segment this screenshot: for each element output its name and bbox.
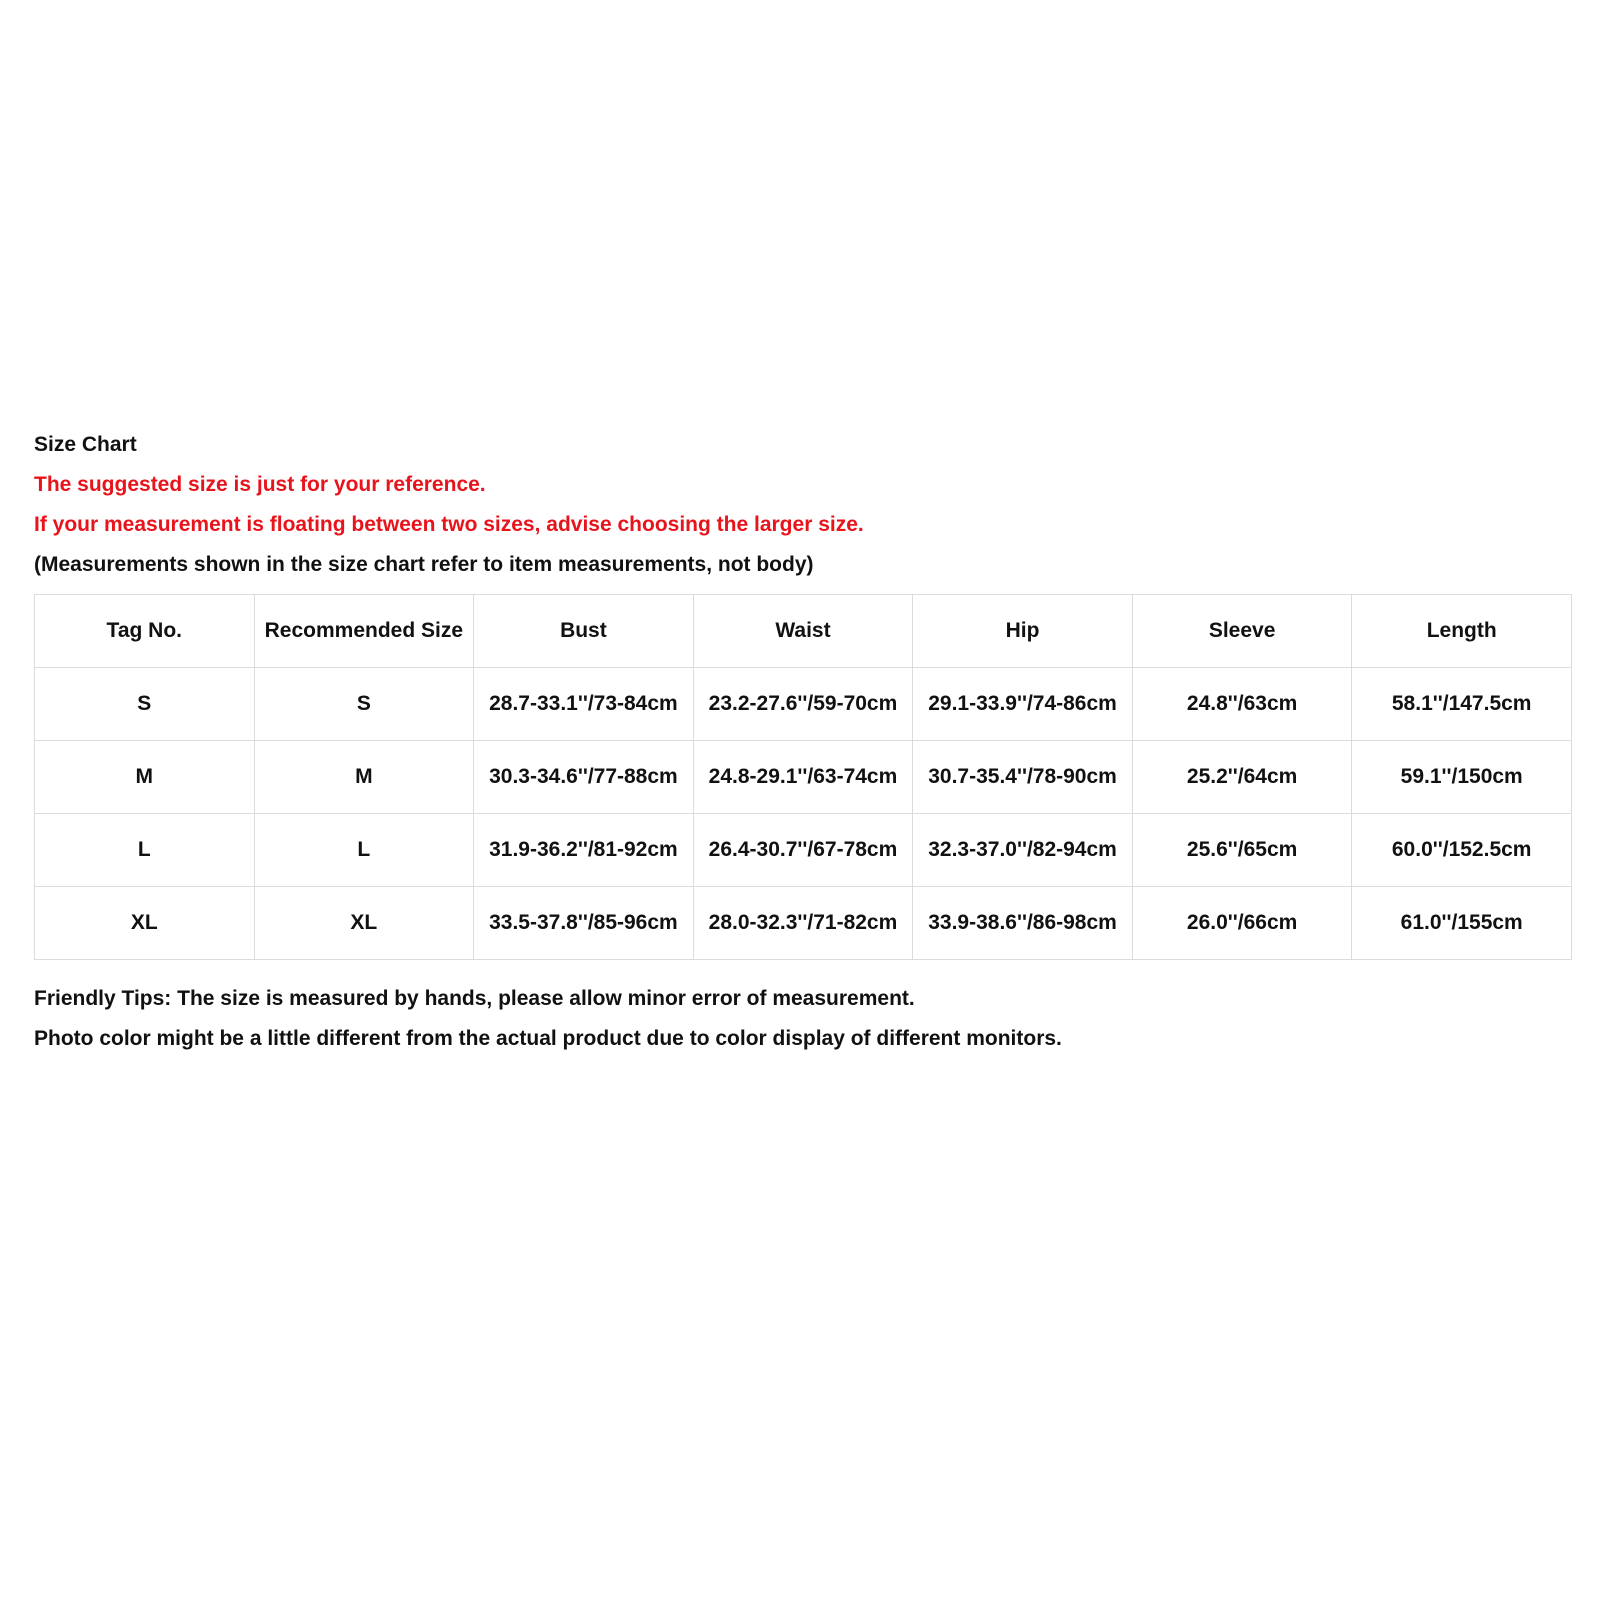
table-cell: 58.1''/147.5cm <box>1352 668 1572 741</box>
size-table <box>34 594 1572 960</box>
table-row <box>35 668 1572 741</box>
table-cell: 59.1''/150cm <box>1352 741 1572 814</box>
size-chart-title: Size Chart <box>34 433 137 456</box>
table-cell: 26.4-30.7''/67-78cm <box>693 814 913 887</box>
larger-size-note: If your measurement is floating between two sizes, advise choosing the larger size. <box>34 513 864 536</box>
table-cell: 33.5-37.8''/85-96cm <box>474 887 694 960</box>
table-cell: 30.7-35.4''/78-90cm <box>913 741 1133 814</box>
table-cell: M <box>254 741 474 814</box>
column-header: Bust <box>474 595 694 668</box>
table-cell: S <box>35 668 255 741</box>
column-header: Waist <box>693 595 913 668</box>
table-cell: M <box>35 741 255 814</box>
table-cell: 32.3-37.0''/82-94cm <box>913 814 1133 887</box>
table-cell: 31.9-36.2''/81-92cm <box>474 814 694 887</box>
table-header-row <box>35 595 1572 668</box>
table-cell: XL <box>254 887 474 960</box>
table-cell: L <box>35 814 255 887</box>
photo-color-note: Photo color might be a little different from the actual product due to color display of different monitors. <box>34 1027 1062 1050</box>
friendly-tips: Friendly Tips: The size is measured by hands, please allow minor error of measurement. <box>34 987 915 1010</box>
table-cell: 33.9-38.6''/86-98cm <box>913 887 1133 960</box>
column-header: Sleeve <box>1132 595 1352 668</box>
table-cell: 23.2-27.6''/59-70cm <box>693 668 913 741</box>
table-cell: L <box>254 814 474 887</box>
table-cell: S <box>254 668 474 741</box>
measurement-note: (Measurements shown in the size chart refer to item measurements, not body) <box>34 553 814 576</box>
table-cell: 60.0''/152.5cm <box>1352 814 1572 887</box>
table-cell: 25.6''/65cm <box>1132 814 1352 887</box>
table-cell: 30.3-34.6''/77-88cm <box>474 741 694 814</box>
table-cell: 24.8-29.1''/63-74cm <box>693 741 913 814</box>
table-cell: 28.7-33.1''/73-84cm <box>474 668 694 741</box>
table-row <box>35 887 1572 960</box>
table-cell: 61.0''/155cm <box>1352 887 1572 960</box>
table-row <box>35 814 1572 887</box>
table-cell: XL <box>35 887 255 960</box>
reference-note: The suggested size is just for your reference. <box>34 473 486 496</box>
table-cell: 25.2''/64cm <box>1132 741 1352 814</box>
column-header: Recommended Size <box>254 595 474 668</box>
table-cell: 24.8''/63cm <box>1132 668 1352 741</box>
table-cell: 26.0''/66cm <box>1132 887 1352 960</box>
column-header: Length <box>1352 595 1572 668</box>
column-header: Hip <box>913 595 1133 668</box>
column-header: Tag No. <box>35 595 255 668</box>
table-row <box>35 741 1572 814</box>
table-cell: 29.1-33.9''/74-86cm <box>913 668 1133 741</box>
table-cell: 28.0-32.3''/71-82cm <box>693 887 913 960</box>
